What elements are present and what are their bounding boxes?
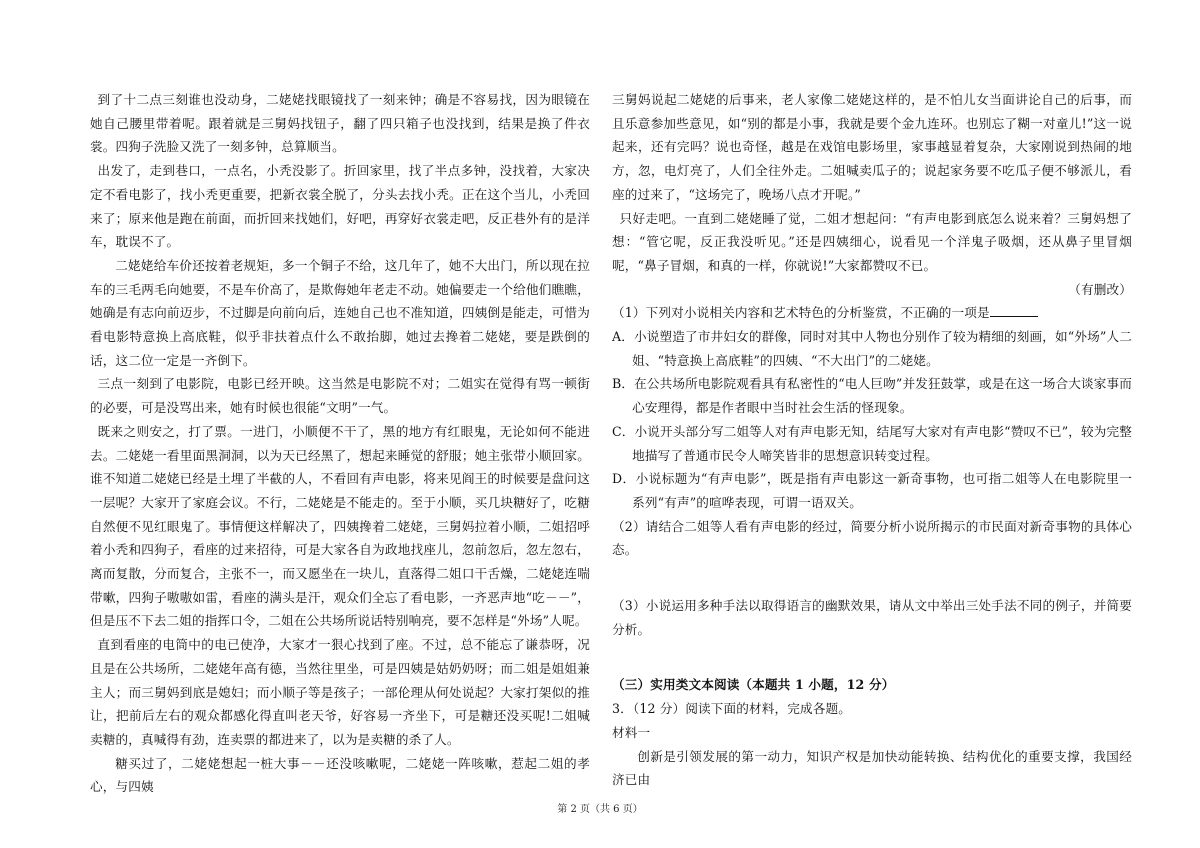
paragraph: 三点一刻到了电影院，电影已经开映。这当然是电影院不对；二姐实在觉得有骂一顿街的必要，可是没骂出来，她有时候也很能“文明”一气。 [90,376,590,416]
material-text: 创新是引领发展的第一动力，知识产权是加快动能转换、结构优化的重要支撑，我国经济已由 [612,748,1132,788]
question-1 [612,301,1132,325]
section-title: （三）实用类文本阅读（本题共 1 小题，12 分） [612,677,895,693]
paragraph: 三舅妈说起二姥姥的后事来，老人家像二姥姥这样的，是不怕儿女当面讲论自己的后事，而且乐意参加些意见，如“别的都是小事，我就是要个金九连环。也别忘了糊一对童儿!”这一说起来，还有完吗？说也奇怪，越是在戏馆电影场里，家事越显着复杂，大家刚说到热闹的地方，忽，电灯亮了，人们全往外走。二姐喊卖瓜子的；说起家务要不吃瓜子便不够派儿，看座的过来了，“这场完了，晚场八点才开呢。” [612,92,1132,202]
right-column [612,88,1132,792]
option-b: B．在公共场所电影院观看具有私密性的“电人巨吻”并发狂鼓掌，或是在这一场合大谈家事而心安理得，都是作者眼中当时社会生活的怪现象。 [612,376,1132,416]
page-footer: 第 2 页（共 6 页） [557,804,643,815]
option-c: C．小说开头部分写二姐等人对有声电影无知，结尾写大家对有声电影“赞叹不已”，较为完整地描写了普通市民令人啼笑皆非的思想意识转变过程。 [612,423,1132,463]
paragraph: 出发了，走到巷口，一点名，小秃没影了。折回家里，找了半点多钟，没找着，大家决定不看电影了，找小秃更重要，把新衣裳全脱了，分头去找小秃。正在这个当儿，小秃回来了；原来他是跑在前面，而折回来找她们，好吧，再穿好衣裳走吧，反正巷外有的是洋车，耽误不了。 [90,163,590,250]
paragraph: 直到看座的电筒中的电已使净，大家才一狠心找到了座。不过，总不能忘了谦恭呀，况且是在公共场所，二姥姥年高有德，当然往里坐，可是四姨是姑奶奶呀；而二姐是姐姐兼主人；而三舅妈到底是媳妇；而小顺子等是孩子；一部伦理从何处说起？大家打架似的推让，把前后左右的观众都感化得直叫老天爷，好容易一齐坐下，可是糖还没买呢!二姐喊卖糖的，真喊得有劲，连卖票的都进来了，以为是卖糖的杀了人。 [90,637,590,747]
material-label: 材料一 [612,724,651,740]
answer-space [612,641,1132,673]
paragraph: 到了十二点三刻谁也没动身，二姥姥找眼镜找了一刻来钟；确是不容易找，因为眼镜在她自己腰里带着呢。跟着就是三舅妈找钮子，翻了四只箱子也没找到，结果是换了件衣裳。四狗子洗脸又洗了一刻多钟，总算顺当。 [90,92,590,155]
paragraph: 既来之则安之，打了票。一进门，小顺便不干了，黑的地方有红眼鬼，无论如何不能进去。二姥姥一看里面黑洞洞，以为天已经黑了，想起来睡觉的舒服；她主张带小顺回家。谁不知道二姥姥已经是土埋了半截的人，不看回有声电影，将来见阎王的时候要是盘问这一层呢？大家开了家庭会议。不行，二姥姥是不能走的。至于小顺，买几块糖好了，吃糖自然便不见红眼鬼了。事情便这样解决了，四姨搀着二姥姥，三舅妈拉着小顺，二姐招呼着小秃和四狗子，看座的过来招待，可是大家各自为政地找座儿，忽前忽后，忽左忽右，离而复散，分而复合，主张不一，而又愿坐在一块儿，直落得二姐口干舌燥，二姥姥连喘带嗽，四狗子嗷嗷如雷，看座的满头是汗，观众们全忘了看电影，一齐恶声地“吃－－”，但是压不下去二姐的指挥口令，二姐在公共场所说话特别响亮，要不怎样是“外场”人呢。 [90,423,590,629]
question-main: 3．（12 分）阅读下面的材料，完成各题。 [612,701,851,717]
option-d: D．小说标题为“有声电影”，既是指有声电影这一新奇事物，也可指二姐等人在电影院里一系列“有声”的喧哗表现，可谓一语双关。 [612,471,1132,510]
left-column [90,88,590,799]
option-a: A．小说塑造了市井妇女的群像，同时对其中人物也分别作了较为精细的刻画，如“外场”人二姐、“特意换上高底鞋”的四姨、“不大出门”的二姥姥。 [612,329,1132,368]
paragraph: 只好走吧。一直到二姥姥睡了觉，二姐才想起问：“有声电影到底怎么说来着？三舅妈想了想：“管它呢，反正我没听见。”还是四姨细心，说看见一个洋鬼子吸烟，还从鼻子里冒烟呢，“鼻子冒烟，和真的一样，你就说!”大家都赞叹不已。 [612,210,1132,273]
paragraph: 二姥姥给车价还按着老规矩，多一个铜子不给，这几年了，她不大出门，所以现在拉车的三毛两毛向她要，不是车价高了，是欺侮她年老走不动。她偏要走一个给他们瞧瞧，她确是有志向前迈步，不过脚是向前向后，连她自己也不准知道，四姨倒是能走，可惜为看电影特意换上高底鞋，似乎非扶着点什么不敢抬脚，她过去搀着二姥姥，要是跌倒的话，这二位一定是一齐倒下。 [90,257,590,368]
question-2: （2）请结合二姐等人看有声电影的经过，简要分析小说所揭示的市民面对新奇事物的具体心态。 [612,518,1132,558]
question-1-text: （1）下列对小说相关内容和艺术特色的分析鉴赏，不正确的一项是 [612,305,990,321]
answer-space [612,562,1132,594]
answer-blank[interactable] [990,302,1038,317]
question-3: （3）小说运用多种手法以取得语言的幽默效果，请从文中举出三处手法不同的例子，并简要分析。 [612,598,1132,637]
source-note: （有删改） [1068,281,1132,297]
paragraph: 糖买过了，二姥姥想起一桩大事－－还没咳嗽呢，二姥姥一阵咳嗽，惹起二姐的孝心，与四姨 [90,755,590,795]
